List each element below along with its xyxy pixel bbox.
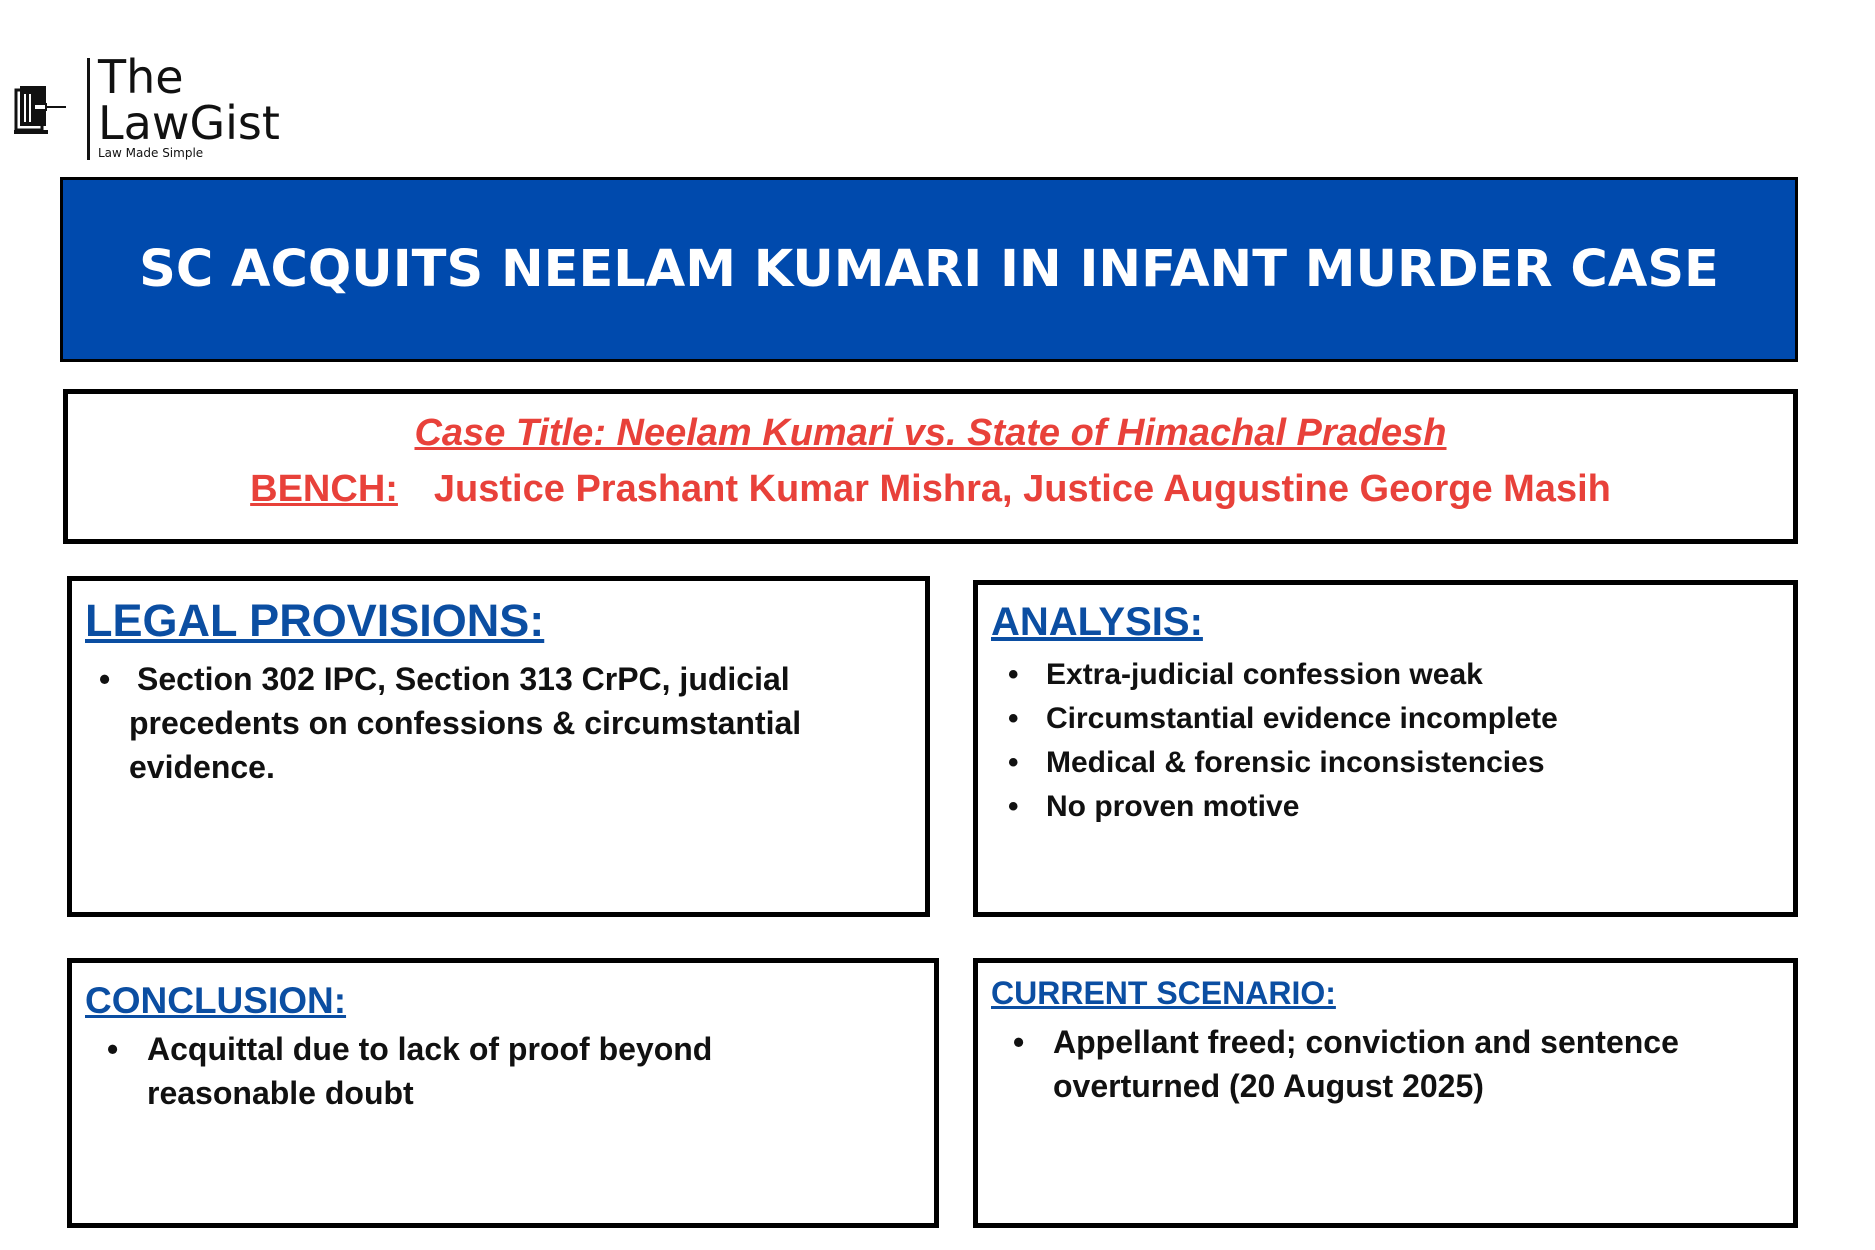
list-item: • Medical & forensic inconsistencies	[1046, 741, 1766, 785]
brand-name-line1: The	[98, 50, 184, 104]
law-book-gavel-icon	[12, 84, 68, 138]
case-title: Case Title: Neelam Kumari vs. State of Himachal Pradesh	[414, 412, 1447, 454]
list-item: • No proven motive	[1046, 785, 1766, 829]
conclusion-list	[147, 1027, 867, 1115]
list-item	[129, 657, 869, 789]
list-item: • Acquittal due to lack of proof beyond reasonable doubt	[147, 1027, 867, 1115]
brand-tagline: Law Made Simple	[98, 146, 204, 160]
headline-title: SC ACQUITS NEELAM KUMARI IN INFANT MURDER CASE	[139, 240, 1719, 299]
case-info-box	[63, 389, 1798, 544]
list-item: • Appellant freed; conviction and sentence overturned (20 August 2025)	[1053, 1020, 1773, 1108]
current-scenario-panel	[973, 958, 1798, 1228]
list-item-text: Section 302 IPC, Section 313 CrPC, judicial precedents on confessions & circumstantial evidence.	[129, 661, 802, 785]
conclusion-panel	[67, 958, 939, 1228]
list-item: • Circumstantial evidence incomplete	[1046, 697, 1766, 741]
headline-banner	[60, 177, 1798, 362]
conclusion-heading: CONCLUSION:	[85, 980, 347, 1021]
legal-provisions-panel	[67, 576, 930, 917]
bench-label: BENCH:	[250, 468, 398, 510]
current-scenario-list	[1053, 1020, 1773, 1108]
bench-value: Justice Prashant Kumar Mishra, Justice Augustine George Masih	[433, 468, 1611, 510]
bench-line	[68, 468, 1793, 511]
logo-divider	[87, 58, 90, 160]
brand-name	[98, 50, 280, 150]
analysis-heading: ANALYSIS:	[991, 600, 1203, 644]
brand-name-line2: LawGist	[98, 96, 280, 150]
list-item: • Extra-judicial confession weak	[1046, 653, 1766, 697]
analysis-panel	[973, 580, 1798, 917]
analysis-list	[1046, 653, 1766, 829]
legal-provisions-list	[129, 657, 869, 789]
legal-provisions-heading: LEGAL PROVISIONS:	[85, 595, 545, 646]
current-scenario-heading: CURRENT SCENARIO:	[991, 975, 1336, 1011]
